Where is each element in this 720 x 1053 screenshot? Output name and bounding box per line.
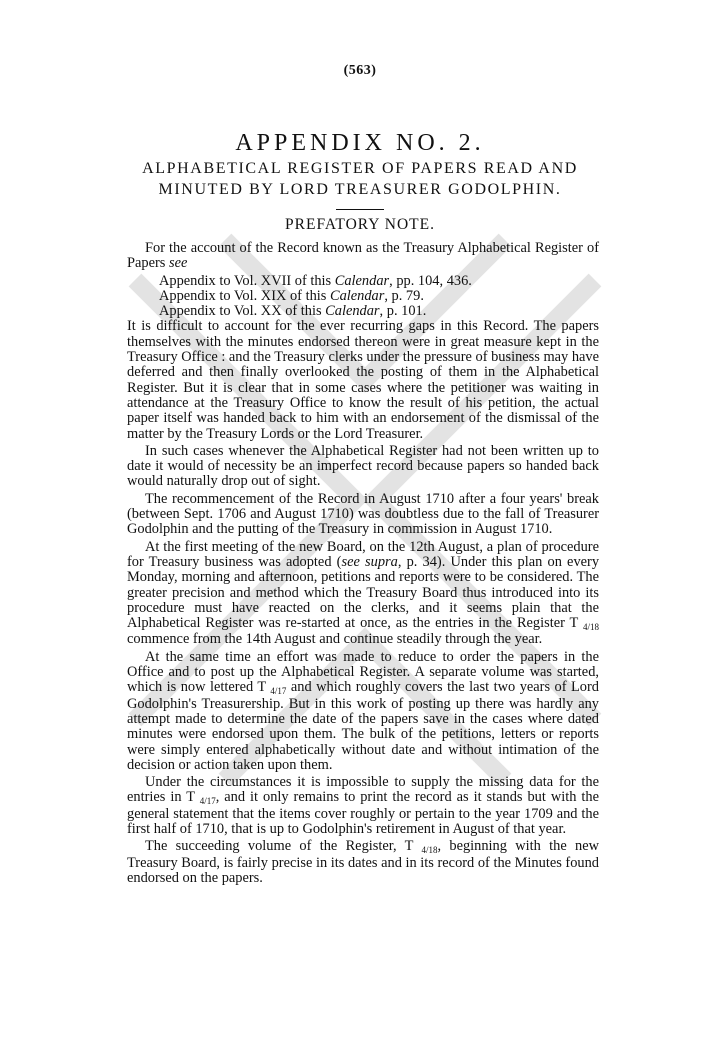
register-fraction: 4/18 <box>582 622 599 633</box>
reference-pages: , p. 79. <box>384 287 424 304</box>
reference-text: Appendix to Vol. XIX of this <box>159 287 330 304</box>
register-fraction: 4/17 <box>270 686 287 697</box>
reference-item <box>127 274 599 289</box>
appendix-title: APPENDIX NO. 2. <box>235 130 485 156</box>
paragraph-6-text: Under the circumstances it is impossible to supply the missing data for the entries in T <box>127 774 599 806</box>
paragraph-5 <box>127 650 599 773</box>
reference-pages: , pp. 104, 436. <box>389 272 472 289</box>
title-rule <box>336 209 384 210</box>
page-number: (563) <box>343 63 377 78</box>
paragraph-4-text: At the first meeting of the new Board, on the 12th August, a plan of procedure for Treasury business was adopted ( <box>127 538 599 570</box>
reference-italic: Calendar <box>329 287 385 304</box>
intro-text: For the account of the Record known as the Treasury Alphabetical Register of Papers <box>127 240 599 272</box>
body-text <box>127 241 599 888</box>
paragraph-2: In such cases whenever the Alphabetical Register had not been written up to date it would of necessity be an imperfect record because papers so handed back would naturally drop out of sight. <box>127 442 599 490</box>
paragraph-4-text: commence from the 14th August and continue steadily through the year. <box>127 631 543 648</box>
register-fraction: 4/17 <box>199 796 216 807</box>
paragraph-4-text: , p. 34). Under this plan on every Monday, morning and afternoon, petitions and reports were to be considered. The greater precision and method which the Treasury Board thus introduced into its procedure must have reacted on the clerks, and it seems plain that the Alphabetical Register was re-started at once, as the entries in the Register T <box>127 553 600 632</box>
intro-paragraph <box>127 241 599 272</box>
paragraph-5-text: At the same time an effort was made to reduce to order the papers in the Office and to post up the Alphabetical Register. A separate volume was started, which is now lettered T <box>127 648 599 696</box>
reference-item <box>127 304 599 319</box>
reference-text: Appendix to Vol. XX of this <box>159 303 326 320</box>
paragraph-5-text: and which roughly covers the last two years of Lord Godolphin's Treasurership. But in this work of posting up there was hardly any attempt made to determine the date of the papers save in the cases where dated minutes were endorsed upon them. The bulk of the petitions, letters or reports were simply entered alphabetically without date and without intimation of the decision or action taken upon them. <box>127 679 599 773</box>
reference-italic: Calendar <box>334 272 390 289</box>
paragraph-7 <box>127 839 599 886</box>
section-heading: PREFATORY NOTE. <box>285 216 435 233</box>
subtitle-line-1: ALPHABETICAL REGISTER OF PAPERS READ AND <box>142 160 578 177</box>
reference-pages: , p. 101. <box>379 303 427 320</box>
paragraph-3: The recommencement of the Record in August 1710 after a four years' break (between Sept. 1706 and August 1710) was doubtless due to the fall of Treasurer Godolphin and the putting of the Treasury in commission in August 1710. <box>127 490 599 538</box>
paragraph-7-text: , beginning with the new Treasury Board, is fairly precise in its dates and in its record of the Minutes found endorsed on the papers. <box>127 838 599 886</box>
subtitle-line-2: MINUTED BY LORD TREASURER GODOLPHIN. <box>158 181 562 198</box>
register-fraction: 4/18 <box>421 845 438 856</box>
reference-italic: Calendar <box>325 303 380 320</box>
reference-text: Appendix to Vol. XVII of this <box>159 272 335 289</box>
paragraph-7-text: The succeeding volume of the Register, T <box>145 838 422 855</box>
paragraph-4-italic: see supra <box>341 553 398 570</box>
paragraph-1: It is difficult to account for the ever recurring gaps in this Record. The papers themselves with the minutes endorsed thereon were in great measure kept in the Treasury Office : and the Treasury clerks under the pressure of business may have deferred and then finally overlooked the posting of them in the Alphabetical Register. But it is clear that in some cases where the petitioner was waiting in attendance at the Treasury Office to know the result of his petition, the actual paper itself was handed back to him with an endorsement of the dismissal of the matter by the Treasury Lords or the Lord Treasurer. <box>127 318 599 442</box>
reference-item <box>127 289 599 304</box>
paragraph-4 <box>127 540 599 648</box>
intro-see: see <box>168 255 188 272</box>
paragraph-6-text: , and it only remains to print the record as it stands but with the general statement that the items cover roughly or pertain to the year 1709 and the first half of 1710, that is up to Godolphin's retirement in August of that year. <box>127 789 599 837</box>
paragraph-6 <box>127 775 599 837</box>
